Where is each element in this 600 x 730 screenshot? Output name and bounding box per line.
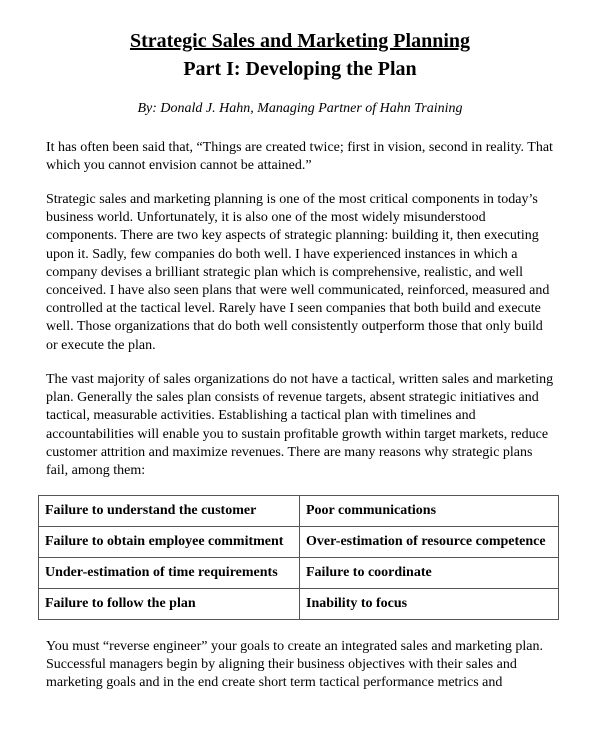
table-row xyxy=(39,589,559,620)
paragraph-reverse-engineer: You must “reverse engineer” your goals to create an integrated sales and marketing plan. Successful managers begin by aligning their business objectives with their sales and marketing goals and in the end create short term tactical performance metrics and xyxy=(46,639,543,691)
paragraph-sales-organizations: The vast majority of sales organizations do not have a tactical, written sales and marketing plan. Generally the sales plan consists of revenue targets, absent strategic initiatives and tactical, measurable activities. Establishing a tactical plan with timelines and accountabilities will enable you to sustain profitable growth within target markets, reduce customer attrition and maximize revenues. There are many reasons why strategic plans fail, among them: xyxy=(46,372,554,479)
paragraph-intro: It has often been said that, “Things are created twice; first in vision, second in reality. That which you cannot envision cannot be attained.” xyxy=(46,140,553,174)
table-cell: Failure to obtain employee commitment xyxy=(39,527,300,558)
table-cell: Under-estimation of time requirements xyxy=(39,558,300,589)
paragraph-strategic-planning: Strategic sales and marketing planning is one of the most critical components in today’s business world. Unfortunately, it is also one of the most widely misunderstood components. There are two key aspects of strategic planning: building it, then executing upon it. Sadly, few companies do both well. I have experienced instances in which a company devises a brilliant strategic plan which is comprehensive, realistic, and well conceived. I have also seen plans that were well communicated, reinforced, measured and controlled at the tactical level. Rarely have I seen companies that both build and execute well. Those organizations that do both well consistently outperform those that only build or execute the plan. xyxy=(46,192,550,353)
table-cell: Failure to coordinate xyxy=(300,558,559,589)
table-cell: Failure to follow the plan xyxy=(39,589,300,620)
table-row xyxy=(39,558,559,589)
table-cell: Failure to understand the customer xyxy=(39,496,300,527)
page-fade-overlay xyxy=(0,690,600,730)
table-row xyxy=(39,496,559,527)
reasons-table xyxy=(38,495,559,620)
byline: By: Donald J. Hahn, Managing Partner of Hahn Training xyxy=(137,101,463,116)
table-cell: Poor communications xyxy=(300,496,559,527)
table-cell: Over-estimation of resource competence xyxy=(300,527,559,558)
document-subtitle: Part I: Developing the Plan xyxy=(183,58,417,80)
table-cell: Inability to focus xyxy=(300,589,559,620)
table-row xyxy=(39,527,559,558)
document-title: Strategic Sales and Marketing Planning xyxy=(129,30,470,52)
